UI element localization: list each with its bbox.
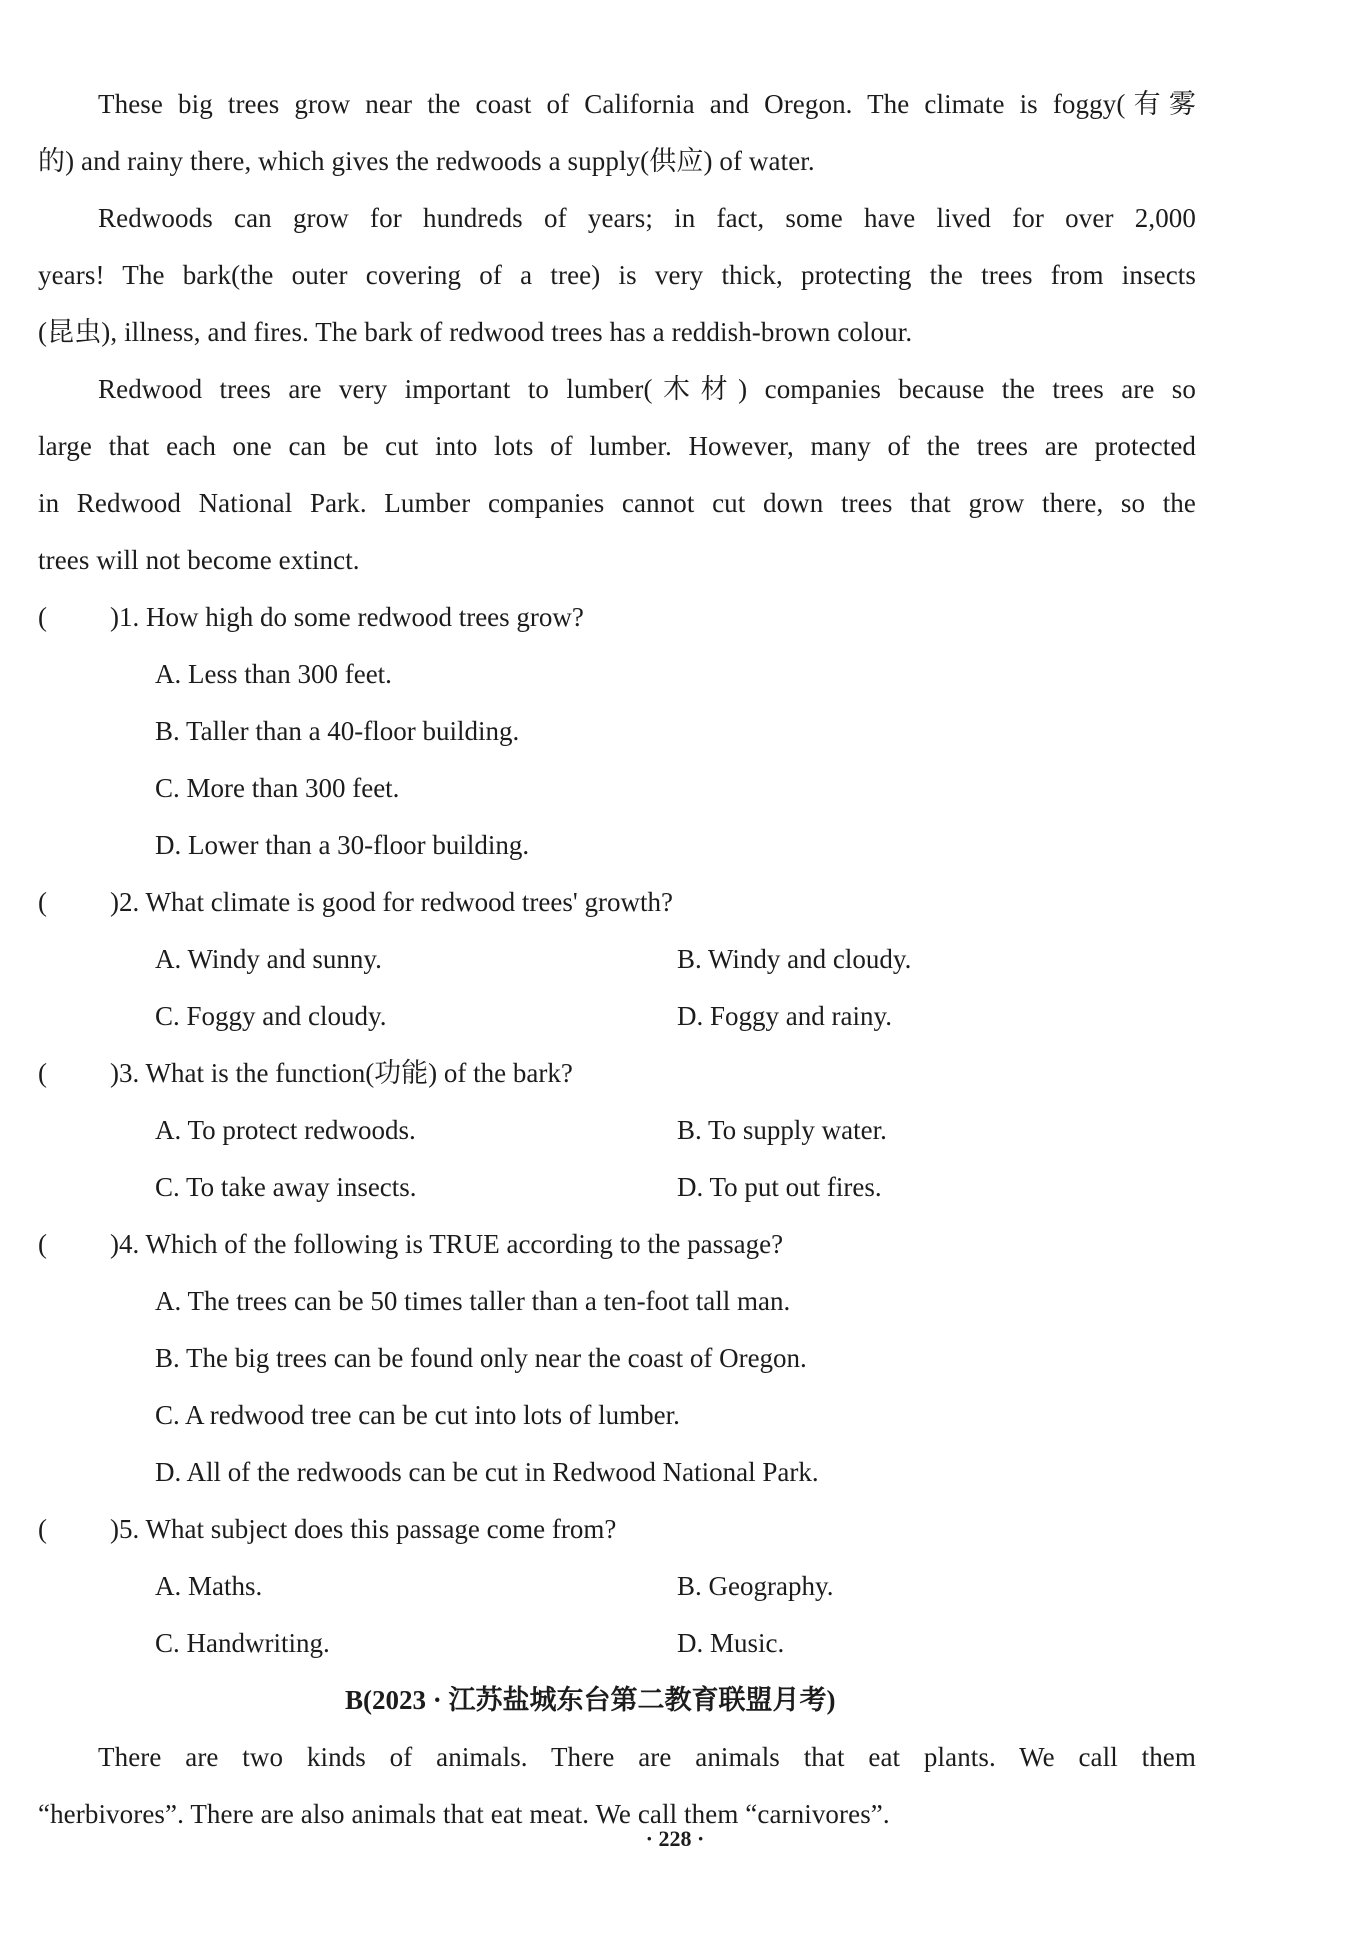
option-d: D. Music. bbox=[677, 1628, 785, 1658]
answer-paren: ( bbox=[38, 887, 47, 917]
answer-paren: ( bbox=[38, 1229, 47, 1259]
passage-line: These big trees grow near the coast of California and Oregon. The climate is foggy(有雾 bbox=[98, 89, 1196, 119]
option-a: A. The trees can be 50 times taller than a ten-foot tall man. bbox=[155, 1286, 791, 1316]
question-stem: )3. What is the function(功能) of the bark? bbox=[110, 1058, 573, 1088]
passage-line: (昆虫), illness, and fires. The bark of redwood trees has a reddish-brown colour. bbox=[38, 317, 913, 347]
option-d: D. All of the redwoods can be cut in Redwood National Park. bbox=[155, 1457, 819, 1487]
option-b: B. Geography. bbox=[677, 1571, 834, 1601]
passage-line: Redwoods can grow for hundreds of years; in fact, some have lived for over 2,000 bbox=[98, 203, 1196, 233]
option-d: D. To put out fires. bbox=[677, 1172, 882, 1202]
passage-line: large that each one can be cut into lots of lumber. However, many of the trees are protected bbox=[38, 431, 1196, 461]
answer-paren: ( bbox=[38, 1058, 47, 1088]
passage-line: in Redwood National Park. Lumber companies cannot cut down trees that grow there, so the bbox=[38, 488, 1196, 518]
option-a: A. Windy and sunny. bbox=[155, 944, 382, 974]
option-c: C. More than 300 feet. bbox=[155, 773, 400, 803]
option-a: A. Maths. bbox=[155, 1571, 263, 1601]
question-stem: )1. How high do some redwood trees grow? bbox=[110, 602, 584, 632]
option-c: C. Handwriting. bbox=[155, 1628, 330, 1658]
option-c: C. Foggy and cloudy. bbox=[155, 1001, 387, 1031]
option-d: D. Foggy and rainy. bbox=[677, 1001, 892, 1031]
option-a: A. Less than 300 feet. bbox=[155, 659, 392, 689]
option-c: C. To take away insects. bbox=[155, 1172, 417, 1202]
section-heading: B(2023 · 江苏盐城东台第二教育联盟月考) bbox=[345, 1685, 836, 1715]
passage-line: years! The bark(the outer covering of a tree) is very thick, protecting the trees from insects bbox=[38, 260, 1196, 290]
passage-line: Redwood trees are very important to lumber(木材) companies because the trees are so bbox=[98, 374, 1196, 404]
page-number: · 228 · bbox=[645, 1826, 705, 1851]
answer-paren: ( bbox=[38, 1514, 47, 1544]
option-a: A. To protect redwoods. bbox=[155, 1115, 416, 1145]
option-b: B. To supply water. bbox=[677, 1115, 887, 1145]
question-stem: )5. What subject does this passage come from? bbox=[110, 1514, 617, 1544]
option-d: D. Lower than a 30-floor building. bbox=[155, 830, 530, 860]
option-b: B. Taller than a 40-floor building. bbox=[155, 716, 520, 746]
option-c: C. A redwood tree can be cut into lots of lumber. bbox=[155, 1400, 680, 1430]
passage-line: There are two kinds of animals. There are animals that eat plants. We call them bbox=[98, 1742, 1196, 1772]
passage-line: “herbivores”. There are also animals that eat meat. We call them “carnivores”. bbox=[38, 1799, 890, 1829]
passage-line: 的) and rainy there, which gives the redwoods a supply(供应) of water. bbox=[38, 146, 815, 176]
question-stem: )4. Which of the following is TRUE according to the passage? bbox=[110, 1229, 784, 1259]
question-stem: )2. What climate is good for redwood trees' growth? bbox=[110, 887, 673, 917]
option-b: B. The big trees can be found only near the coast of Oregon. bbox=[155, 1343, 807, 1373]
option-b: B. Windy and cloudy. bbox=[677, 944, 912, 974]
passage-line: trees will not become extinct. bbox=[38, 545, 360, 575]
answer-paren: ( bbox=[38, 602, 47, 632]
